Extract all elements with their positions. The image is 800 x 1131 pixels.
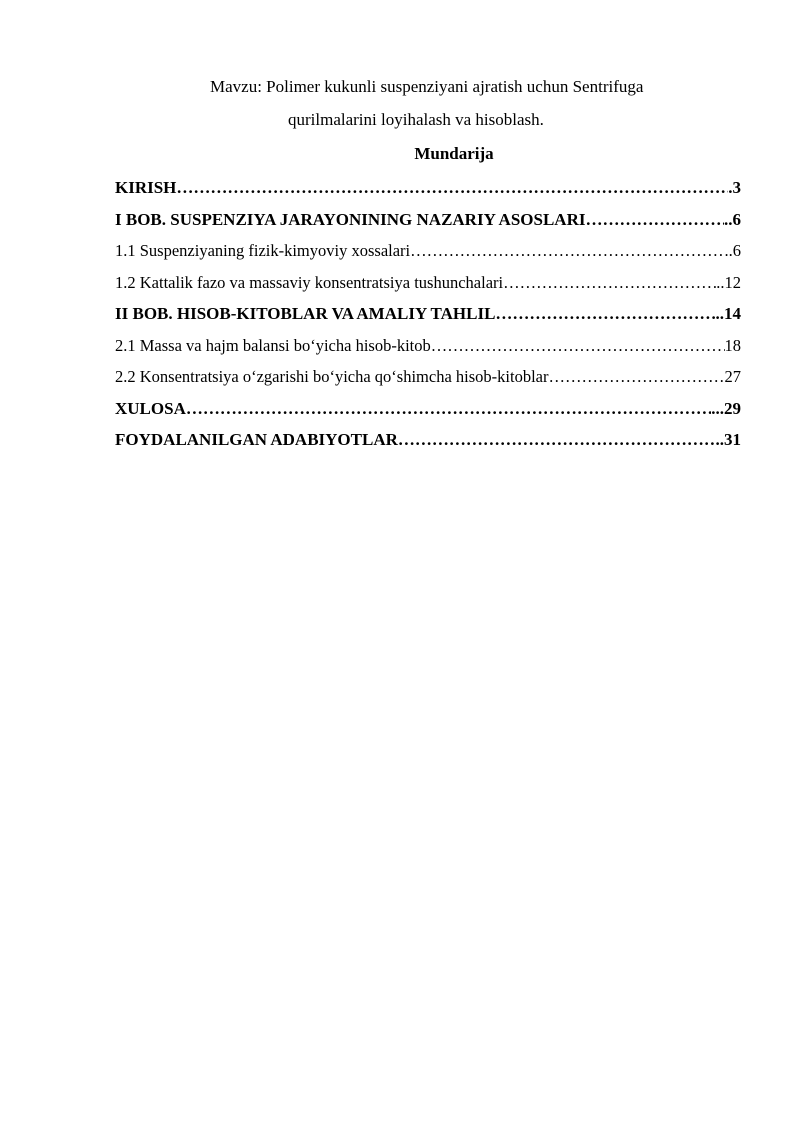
toc-entry (115, 235, 741, 267)
toc-entry (115, 172, 741, 204)
toc-entry-page: ..12 (716, 272, 741, 292)
toc-entry-page: .3 (728, 178, 741, 197)
toc-entry-label: 2.2 Konsentratsiya o‘zgarishi bo‘yicha qo‘shimcha hisob-kitoblar (115, 367, 549, 386)
toc-dot-leader (503, 267, 716, 299)
toc-entry (115, 393, 741, 425)
toc-dot-leader (548, 361, 724, 393)
toc-dot-leader (585, 204, 724, 236)
toc-entry-label: XULOSA (115, 398, 186, 418)
toc-dot-leader (431, 330, 725, 362)
toc-entry-label: 2.1 Massa va hajm balansi bo‘yicha hisob-kitob (115, 335, 431, 355)
toc-entry-page: ..6 (724, 209, 741, 229)
toc-entry (115, 424, 741, 456)
table-of-contents (115, 172, 741, 456)
toc-entry-label: I BOB. SUSPENZIYA JARAYONINING NAZARIY ASOSLARI (115, 209, 586, 229)
topic-line-1: Mavzu: Polimer kukunli suspenziyani ajratish uchun Sentrifuga (210, 77, 644, 96)
toc-entry-label: KIRISH (115, 178, 177, 197)
topic-line-2: qurilmalarini loyihalash va hisoblash. (288, 110, 544, 129)
toc-entry-page: 18 (724, 335, 741, 355)
toc-dot-leader (398, 424, 716, 456)
toc-entry (115, 204, 741, 236)
toc-entry-label: 1.2 Kattalik fazo va massaviy konsentratsiya tushunchalari (115, 272, 504, 292)
toc-dot-leader (176, 172, 728, 204)
toc-entry (115, 361, 741, 393)
toc-entry-page: 27 (724, 367, 741, 386)
toc-dot-leader (495, 298, 715, 330)
toc-entry-page: ..31 (715, 430, 741, 449)
toc-entry-page: ..14 (715, 304, 741, 323)
toc-entry-label: II BOB. HISOB-KITOBLAR VA AMALIY TAHLIL (115, 304, 496, 323)
toc-title: Mundarija (414, 144, 494, 163)
toc-entry-page: ..6 (724, 241, 741, 260)
toc-entry (115, 267, 741, 299)
toc-dot-leader (186, 393, 711, 425)
toc-entry (115, 298, 741, 330)
toc-entry-page: ...29 (711, 398, 741, 418)
toc-entry-label: 1.1 Suspenziyaning fizik-kimyoviy xossalari (115, 241, 411, 260)
toc-dot-leader (410, 235, 724, 267)
toc-entry-label: FOYDALANILGAN ADABIYOTLAR (115, 430, 398, 449)
toc-entry (115, 330, 741, 362)
